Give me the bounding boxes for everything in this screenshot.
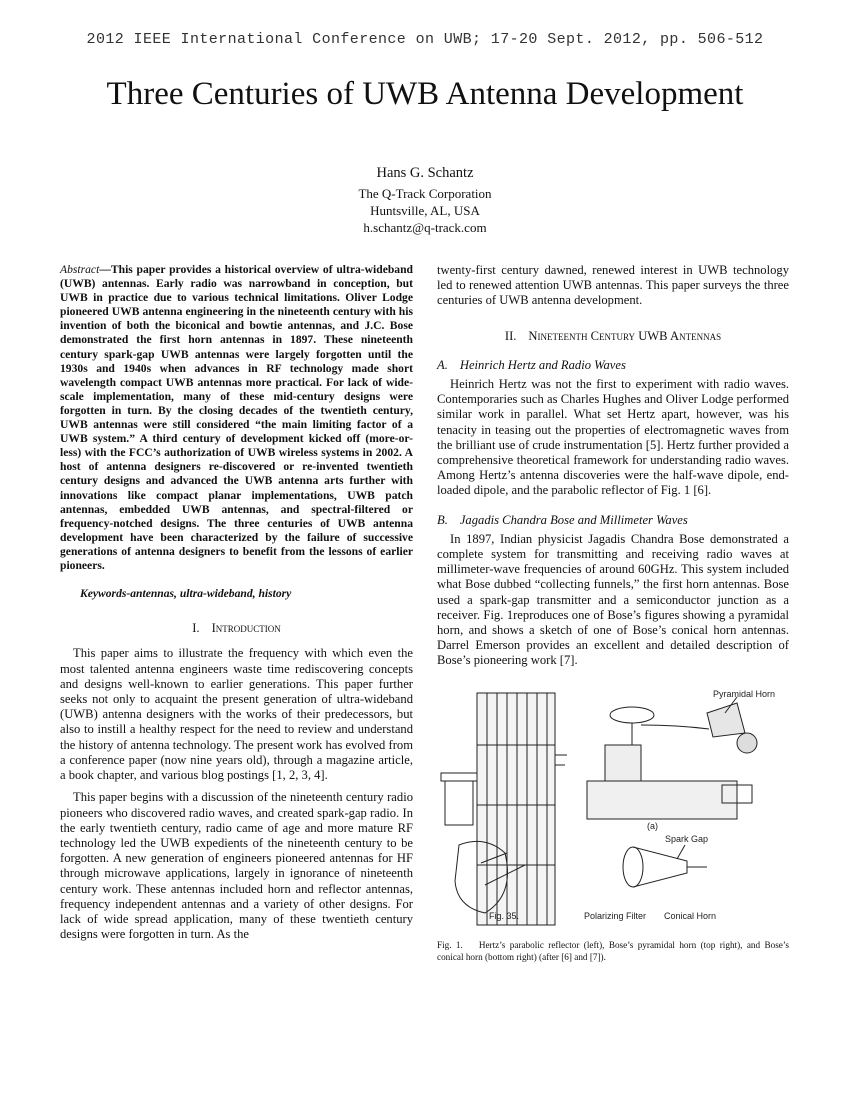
subsection-heading-hertz: [437, 358, 789, 373]
author-block: [0, 165, 850, 236]
subsection-title: Jagadis Chandra Bose and Millimeter Waves: [459, 512, 688, 527]
section-title: Nineteenth Century UWB Antennas: [528, 328, 722, 343]
subsection-label: B.: [437, 512, 448, 527]
subsection-title: Heinrich Hertz and Radio Waves: [459, 357, 626, 372]
section-heading-introduction: [60, 621, 413, 636]
caption-text: Hertz’s parabolic reflector (left), Bose’s pyramidal horn (top right), and Bose’s conical horn (bottom right) (after [6] and [7]).: [437, 939, 789, 962]
author-affiliation: The Q-Track Corporation: [358, 186, 492, 201]
bose-paragraph: In 1897, Indian physicist Jagadis Chandra Bose demonstrated a complete system for transmitting and receiving radio waves at millimeter-wave frequencies of around 60GHz. This system included what Bose dubbed “collecting funnels,” the first horn antennas. Bose used a spark-gap transmitter and a semiconductor junction as a receiver. Fig. 1reproduces one of Bose’s figures showing a pyramidal horn, and shows a sketch of one of Bose’s conical horn antennas. Darrel Emerson provides an excellent and detailed description of Bose’s pioneering work [7].: [437, 531, 789, 668]
section-heading-nineteenth-century: [437, 329, 789, 344]
keywords: Keywords-antennas, ultra-wideband, history: [80, 587, 292, 601]
hertz-paragraph: Heinrich Hertz was not the first to experiment with radio waves. Contemporaries such as Charles Hughes and Oliver Lodge performed similar work in parallel. What set Hertz apart, however, was his tenacity in teasing out the properties of electromagnetic waves from the brilliant use of crude instrumentation [5]. Hertz further provided a comprehensive theoretical framework for understanding radio waves. Among Hertz’s antenna discoveries were the half-wave dipole, end-loaded dipole, and the parabolic reflector of Fig. 1 [6].: [437, 377, 789, 498]
intro-paragraph-2: This paper begins with a discussion of the nineteenth century radio pioneers who discovered radio waves, and created spark-gap radio. In the early twentieth century, radio came of age and more mature RF technology led the UWB expedients of the nineteenth century to be forgotten. A new generation of engineers pioneered antennas for HF through microwave applications, largely in ignorance of nineteenth century work. These antennas included horn and reflector antennas, frequency independent antennas and a variety of other designs. For lack of wide spread application, many of these twentieth century designs were forgotten in turn. As the: [60, 790, 413, 942]
abstract-text: —This paper provides a historical overview of ultra-wideband (UWB) antennas. Early radio was narrowband in conception, but UWB in practice due to various technical limitations. Oliver Lodge pioneered UWB antenna engineering in the nineteenth century with his invention of both the biconical and bowtie antennas, and J.C. Bose demonstrated the first horn antennas in 1897. These nineteenth century spark-gap UWB antennas were largely forgotten until the 1930s and 1940s when advances in RF technology made short wavelength compact UWB antennas more practical. For lack of wide-scale implementation, many of these mid-century designs were forgotten in turn. By the closing decades of the twentieth century, UWB antennas were still considered “the main limiting factor of a UWB system.” A third century of development kicked off (more-or-less) with the FCC’s authorization of UWB wireless systems in 2002. A host of antenna designers re-discovered or re-invented twentieth century designs and advanced the UWB antenna arts further with innovations like compact planar implementations, UWB patch antennas, embedded UWB antennas, and spectral-filtered or frequency-notched designs. The three centuries of UWB antenna development have been characterized by the failure of successive generations of antenna designers to benefit from the lessons of earlier pioneers.: [60, 263, 413, 572]
author-email: h.schantz@q-track.com: [363, 220, 487, 235]
polarizing-filter-label: Polarizing Filter: [584, 910, 647, 921]
pyramidal-horn-label: Pyramidal Horn: [713, 688, 776, 699]
left-column: [60, 263, 413, 942]
abstract-label: Abstract: [60, 263, 100, 276]
abstract: [60, 263, 413, 573]
subsection-heading-bose: [437, 513, 789, 528]
intro-paragraph-1: This paper aims to illustrate the frequency with which even the most talented antenna engineers waste time rediscovering concepts and designs well-known to earlier generations. This paper further seeks not only to acquaint the present generation of ultra-wideband (UWB) antenna designers with the works of their predecessors, but also to instill a healthy respect for the need to review and understand the history of antenna technology. The present work has evolved from a conference paper (now nine years old), through a magazine article, a book chapter, and various blog postings [1, 2, 3, 4].: [60, 646, 413, 783]
caption-figure-number: Fig. 1.: [437, 939, 463, 950]
panel-a-label: (a): [647, 820, 658, 831]
fig-35-label: Fig. 35.: [489, 910, 520, 921]
intro-continuation: twenty-first century dawned, renewed interest in UWB technology led to renewed attention UWB antennas. This paper surveys the three centuries of UWB antenna development.: [437, 263, 789, 308]
paper-title: Three Centuries of UWB Antenna Development: [106, 76, 744, 112]
parabolic-reflector-drawing: [441, 693, 567, 925]
figure-1: [437, 685, 789, 933]
right-column: [437, 263, 789, 963]
figure-1-caption: [437, 939, 789, 963]
author-location: Huntsville, AL, USA: [370, 203, 480, 218]
section-number: I.: [192, 621, 200, 636]
subsection-label: A.: [437, 357, 448, 372]
conical-horn-drawing: [623, 845, 707, 887]
figure-1-illustration: [437, 685, 789, 933]
conference-citation: 2012 IEEE International Conference on UWB; 17-20 Sept. 2012, pp. 506-512: [86, 31, 764, 48]
spark-gap-label: Spark Gap: [665, 833, 709, 844]
author-name: Hans G. Schantz: [376, 165, 474, 181]
conical-horn-label: Conical Horn: [664, 910, 717, 921]
pyramidal-horn-drawing: [587, 697, 757, 819]
section-number: II.: [504, 328, 517, 343]
section-title: Introduction: [211, 621, 281, 636]
